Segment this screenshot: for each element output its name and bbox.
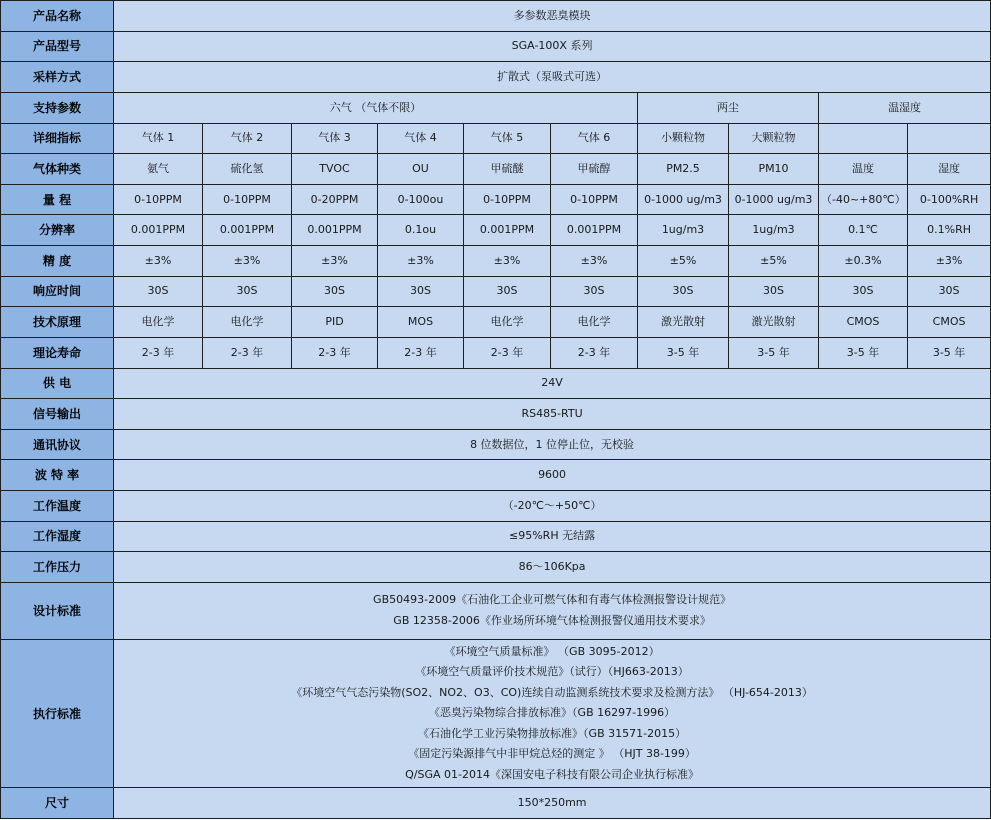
table-cell: 2-3 年 [114, 337, 203, 368]
row-label: 设计标准 [1, 582, 114, 639]
table-cell: ±3% [908, 246, 991, 277]
row-model [1, 31, 991, 62]
row-label: 详细指标 [1, 123, 114, 154]
row-label: 工作温度 [1, 491, 114, 522]
table-cell: 气体 5 [464, 123, 551, 154]
work-humidity-value: ≤95%RH 无结露 [114, 521, 991, 552]
table-cell: CMOS [908, 307, 991, 338]
table-cell: 氨气 [114, 154, 203, 185]
standard-line: 《环境空气质量评价技术规范》（试行）（HJ663-2013） [415, 665, 689, 679]
table-cell: 1ug/m3 [638, 215, 729, 246]
table-cell: MOS [378, 307, 464, 338]
power-value: 24V [114, 368, 991, 399]
table-cell: 30S [292, 276, 378, 307]
table-cell: 激光散射 [638, 307, 729, 338]
group-gases: 六气 （气体不限） [114, 92, 638, 123]
table-cell: 0-10PPM [203, 184, 292, 215]
table-cell: 0.001PPM [203, 215, 292, 246]
table-cell: 0-10PPM [551, 184, 638, 215]
table-cell: 气体 4 [378, 123, 464, 154]
table-cell: PID [292, 307, 378, 338]
table-cell: 30S [819, 276, 908, 307]
table-cell: 3-5 年 [638, 337, 729, 368]
signal-value: RS485-RTU [114, 399, 991, 430]
model-value: SGA-100X 系列 [114, 31, 991, 62]
table-cell: 30S [551, 276, 638, 307]
table-cell: ±3% [464, 246, 551, 277]
table-cell: PM2.5 [638, 154, 729, 185]
table-cell: 0-100ou [378, 184, 464, 215]
row-product-name [1, 1, 991, 32]
row-label: 支持参数 [1, 92, 114, 123]
work-temp-value: （-20℃～+50℃） [114, 491, 991, 522]
table-cell: 3-5 年 [819, 337, 908, 368]
standard-line: GB 12358-2006《作业场所环境气体检测报警仪通用技术要求》 [393, 613, 711, 627]
row-label: 采样方式 [1, 62, 114, 93]
table-cell: 气体 3 [292, 123, 378, 154]
table-cell: 3-5 年 [729, 337, 819, 368]
table-cell: 2-3 年 [378, 337, 464, 368]
row-label: 工作湿度 [1, 521, 114, 552]
protocol-value: 8 位数据位，1 位停止位，无校验 [114, 429, 991, 460]
table-cell: 30S [378, 276, 464, 307]
row-range [1, 184, 991, 215]
table-cell: OU [378, 154, 464, 185]
row-label: 分辨率 [1, 215, 114, 246]
row-label: 量 程 [1, 184, 114, 215]
row-label: 技术原理 [1, 307, 114, 338]
row-exec-standard [1, 640, 991, 788]
size-value: 150*250mm [114, 788, 991, 819]
table-cell: 甲硫醇 [551, 154, 638, 185]
row-principle [1, 307, 991, 338]
row-design-standard [1, 582, 991, 639]
row-label: 精 度 [1, 246, 114, 277]
table-cell: 0.001PPM [464, 215, 551, 246]
row-life [1, 337, 991, 368]
table-cell: 气体 2 [203, 123, 292, 154]
table-cell: 0.1℃ [819, 215, 908, 246]
standard-line: 《环境空气质量标准》 （GB 3095-2012） [444, 644, 660, 658]
table-cell [819, 123, 908, 154]
table-cell: 3-5 年 [908, 337, 991, 368]
group-temp-humidity: 温湿度 [819, 92, 991, 123]
table-cell: 30S [638, 276, 729, 307]
table-cell: 湿度 [908, 154, 991, 185]
product-name-value: 多参数恶臭模块 [114, 1, 991, 32]
table-cell: 激光散射 [729, 307, 819, 338]
table-cell: CMOS [819, 307, 908, 338]
table-cell: 1ug/m3 [729, 215, 819, 246]
row-detail [1, 123, 991, 154]
table-cell: 0-100%RH [908, 184, 991, 215]
standard-line: 《环境空气气态污染物(SO2、NO2、O3、CO)连续自动监测系统技术要求及检测方法》 （HJ-654-2013） [291, 685, 813, 699]
table-cell: 0-20PPM [292, 184, 378, 215]
table-cell: 0-1000 ug/m3 [638, 184, 729, 215]
row-label: 产品型号 [1, 31, 114, 62]
row-label: 供 电 [1, 368, 114, 399]
table-cell: 0.001PPM [114, 215, 203, 246]
standard-line: 《石油化学工业污染物排放标准》（GB 31571-2015） [418, 726, 687, 740]
row-work-pressure [1, 552, 991, 583]
table-cell: 30S [203, 276, 292, 307]
table-cell: 0-1000 ug/m3 [729, 184, 819, 215]
table-cell: 2-3 年 [203, 337, 292, 368]
table-cell: 0.001PPM [292, 215, 378, 246]
row-work-humidity [1, 521, 991, 552]
table-cell: ±0.3% [819, 246, 908, 277]
table-cell [908, 123, 991, 154]
row-gas-type [1, 154, 991, 185]
table-cell: 硫化氢 [203, 154, 292, 185]
row-signal [1, 399, 991, 430]
table-cell: 30S [114, 276, 203, 307]
table-cell: 电化学 [551, 307, 638, 338]
row-baud [1, 460, 991, 491]
row-label: 工作压力 [1, 552, 114, 583]
table-cell: TVOC [292, 154, 378, 185]
row-resolution [1, 215, 991, 246]
table-cell: 甲硫醚 [464, 154, 551, 185]
row-response [1, 276, 991, 307]
row-label: 尺寸 [1, 788, 114, 819]
table-cell: （-40~+80℃） [819, 184, 908, 215]
table-cell: 气体 6 [551, 123, 638, 154]
row-accuracy [1, 246, 991, 277]
table-cell: ±3% [203, 246, 292, 277]
row-label: 产品名称 [1, 1, 114, 32]
row-sampling [1, 62, 991, 93]
row-label: 信号输出 [1, 399, 114, 430]
row-supported [1, 92, 991, 123]
standard-line: 《恶臭污染物综合排放标准》（GB 16297-1996） [429, 706, 676, 720]
row-label: 波 特 率 [1, 460, 114, 491]
table-cell: 小颗粒物 [638, 123, 729, 154]
table-cell: ±5% [638, 246, 729, 277]
table-cell: 2-3 年 [292, 337, 378, 368]
table-cell: 0.1%RH [908, 215, 991, 246]
row-label: 执行标准 [1, 640, 114, 788]
baud-value: 9600 [114, 460, 991, 491]
row-work-temp [1, 491, 991, 522]
row-protocol [1, 429, 991, 460]
group-dust: 两尘 [638, 92, 819, 123]
design-standard-lines [114, 582, 991, 639]
table-cell: 0.001PPM [551, 215, 638, 246]
table-cell: 0-10PPM [464, 184, 551, 215]
table-cell: 电化学 [203, 307, 292, 338]
standard-line: GB50493-2009《石油化工企业可燃气体和有毒气体检测报警设计规范》 [373, 593, 732, 607]
table-cell: 30S [464, 276, 551, 307]
row-label: 气体种类 [1, 154, 114, 185]
table-cell: 30S [729, 276, 819, 307]
table-cell: 2-3 年 [464, 337, 551, 368]
table-cell: ±3% [378, 246, 464, 277]
table-cell: ±5% [729, 246, 819, 277]
work-pressure-value: 86～106Kpa [114, 552, 991, 583]
table-cell: 电化学 [114, 307, 203, 338]
row-label: 理论寿命 [1, 337, 114, 368]
standard-line: Q/SGA 01-2014《深国安电子科技有限公司企业执行标准》 [405, 767, 699, 781]
table-cell: 气体 1 [114, 123, 203, 154]
table-cell: 30S [908, 276, 991, 307]
table-cell: 0-10PPM [114, 184, 203, 215]
table-cell: ±3% [114, 246, 203, 277]
table-cell: ±3% [551, 246, 638, 277]
table-cell: 电化学 [464, 307, 551, 338]
sampling-value: 扩散式（泵吸式可选） [114, 62, 991, 93]
table-cell: 2-3 年 [551, 337, 638, 368]
row-power [1, 368, 991, 399]
table-cell: PM10 [729, 154, 819, 185]
table-cell: 温度 [819, 154, 908, 185]
table-cell: ±3% [292, 246, 378, 277]
table-cell: 大颗粒物 [729, 123, 819, 154]
row-label: 响应时间 [1, 276, 114, 307]
exec-standard-lines [114, 640, 991, 788]
standard-line: 《固定污染源排气中非甲烷总烃的测定 》 （HJT 38-199） [408, 747, 696, 761]
row-size [1, 788, 991, 819]
table-cell: 0.1ou [378, 215, 464, 246]
row-label: 通讯协议 [1, 429, 114, 460]
